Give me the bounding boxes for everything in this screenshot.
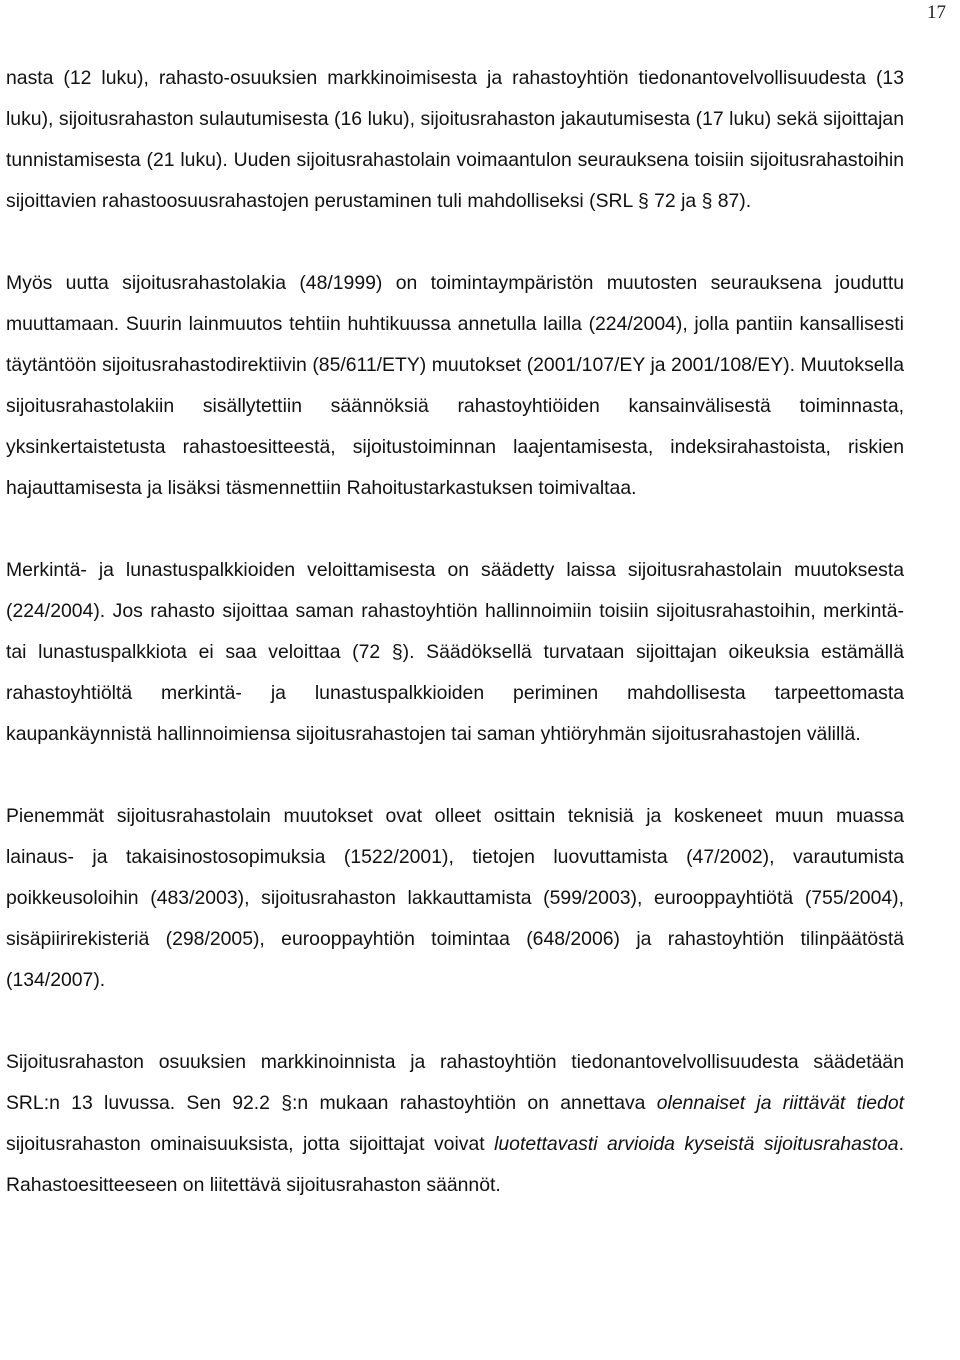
page-number: 17 (927, 2, 946, 23)
paragraph-minor-amendments: Pienemmät sijoitusrahastolain muutokset ovat olleet osittain teknisiä ja koskeneet muun muassa lainaus- ja takaisinostosopimuksia (1522/2001), tietojen luovuttamista (47/2002), varautumista poikkeusoloihin (483/2003), sijoitusrahaston lakkauttamista (599/2003), eurooppayhtiötä (755/2004), sisäpiirirekisteriä (298/2005), eurooppayhtiön toimintaa (648/2006) ja rahastoyhtiön tilinpäätöstä (134/2007). (6, 805, 904, 991)
emphasis-text: olennaiset ja riittävät tiedot (656, 1092, 905, 1114)
text-segment: sijoitusrahaston ominaisuuksista, jotta sijoittajat voivat (6, 1133, 495, 1155)
emphasis-text: luotettavasti arvioida kyseistä sijoitusrahastoa (494, 1133, 899, 1155)
paragraph-law-amendment: Myös uutta sijoitusrahastolakia (48/1999) on toimintaympäristön muutosten seurauksena jouduttu muuttamaan. Suurin lainmuutos tehtiin huhtikuussa annetulla lailla (224/2004), jolla pantiin kansallisesti täytäntöön sijoitusrahastodirektiivin (85/611/ETY) muutokset (2001/107/EY ja 2001/108/EY). Muutoksella sijoitusrahastolakiin sisällytettiin säännöksiä rahastoyhtiöiden kansainvälisestä toiminnasta, yksinkertaistetusta rahastoesitteestä, sijoitustoiminnan laajentamisesta, indeksirahastoista, riskien hajauttamisesta ja lisäksi täsmennettiin Rahoitustarkastuksen toimivaltaa. (6, 272, 904, 499)
paragraph-subscription-fees: Merkintä- ja lunastuspalkkioiden veloittamisesta on säädetty laissa sijoitusrahastolain muutoksesta (224/2004). Jos rahasto sijoittaa saman rahastoyhtiön hallinnoimiin toisiin sijoitusrahastoihin, merkintä- tai lunastuspalkkiota ei saa veloittaa (72 §). Säädöksellä turvataan sijoittajan oikeuksia estämällä rahastoyhtiöltä merkintä- ja lunastuspalkkioiden periminen mahdollisesta tarpeettomasta kaupankäynnistä hallinnoimiensa sijoitusrahastojen tai saman yhtiöryhmän sijoitusrahastojen välillä. (6, 559, 904, 745)
document-body (6, 58, 904, 1206)
paragraph-marketing-disclosure (6, 1042, 904, 1206)
text-segment: . Rahastoesitteeseen on liitettävä sijoitusrahaston säännöt. (6, 1133, 904, 1196)
paragraph-law-chapters: nasta (12 luku), rahasto-osuuksien markkinoimisesta ja rahastoyhtiön tiedonantovelvollisuudesta (13 luku), sijoitusrahaston sulautumisesta (16 luku), sijoitusrahaston jakautumisesta (17 luku) sekä sijoittajan tunnistamisesta (21 luku). Uuden sijoitusrahastolain voimaantulon seurauksena toisiin sijoitusrahastoihin sijoittavien rahastoosuusrahastojen perustaminen tuli mahdolliseksi (SRL § 72 ja § 87). (6, 67, 904, 212)
text-segment: Sijoitusrahaston osuuksien markkinoinnista ja rahastoyhtiön tiedonantovelvollisuudesta säädetään SRL:n 13 luvussa. Sen 92.2 §:n mukaan rahastoyhtiön on annettava (6, 1051, 904, 1114)
